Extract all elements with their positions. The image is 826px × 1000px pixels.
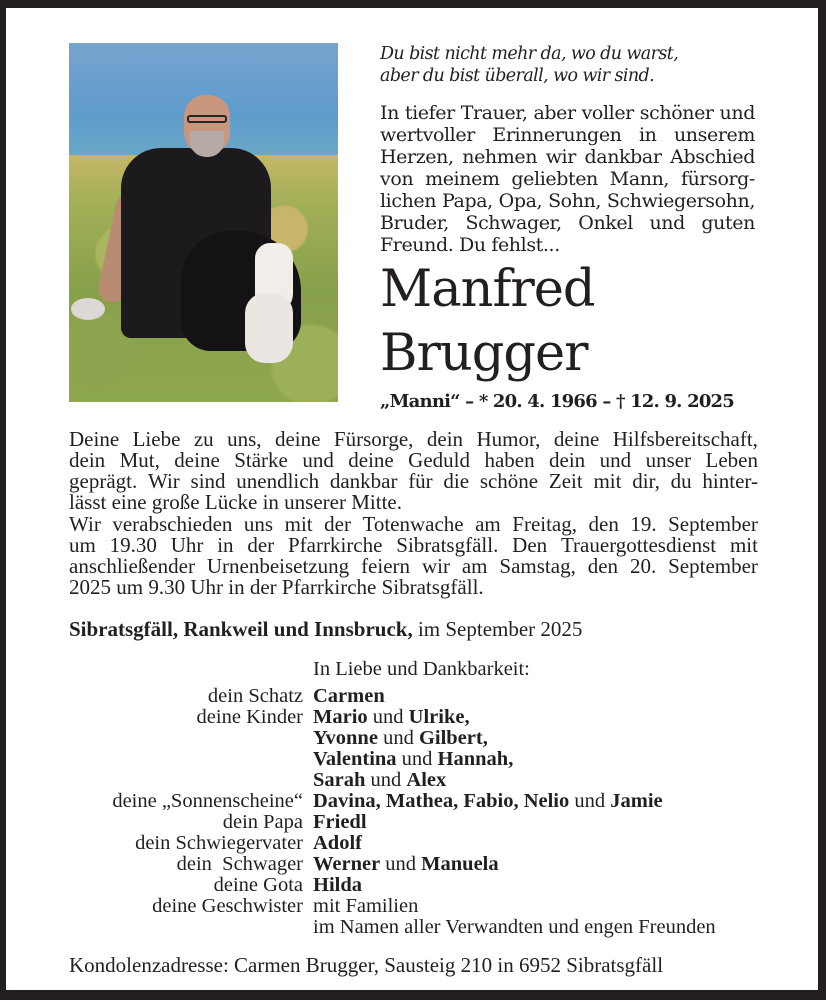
text-fragment: lichen [380,190,437,212]
verse-line-2: aber du bist überall, wo wir sind. [380,66,655,86]
intro-last-line: Freund. Du fehlst... [380,234,560,256]
text-fragment: Onkel [578,212,633,234]
text-fragment: und [396,748,438,770]
text-fragment: dir, [632,469,660,493]
text-fragment: im Namen aller Verwandten und engen Freunden [313,916,716,938]
text-fragment: Ulrike, [408,706,470,728]
text-fragment: deine [348,448,394,472]
text-fragment: September [668,554,758,578]
text-fragment: am [461,554,488,578]
intro-line [380,102,755,124]
text-fragment: den [588,512,619,536]
relation-label: deine Geschwister [152,895,303,917]
text-fragment: sind [190,469,226,493]
text-fragment: Trauergottesdienst [560,533,717,557]
text-fragment: dein [426,427,464,451]
text-fragment: und [599,448,632,472]
text-fragment: der [247,533,275,557]
text-fragment: und [649,212,685,234]
body-line: lässt eine große Lücke in unserer Mitte. [69,490,402,514]
photo-dog-tail [71,298,105,320]
text-fragment: Erinnerungen [492,124,622,146]
text-fragment: 20. [629,554,657,578]
text-fragment: unser [645,448,692,472]
date: im September 2025 [412,617,583,641]
text-fragment: von [380,168,414,190]
obituary-page [6,8,818,990]
text-fragment: Alex [406,769,447,791]
place-and-date [69,617,582,642]
text-fragment: Zeit [548,469,583,493]
text-fragment: Fürsorge, [333,427,414,451]
mourner-names [313,895,418,918]
text-fragment: deine [274,427,321,451]
text-fragment: mit [729,533,758,557]
intro-line [380,212,755,234]
text-fragment: den [587,554,619,578]
deceased-last-name: Brugger [380,324,588,383]
text-fragment: fürsorg- [680,168,755,190]
nickname-and-dates: „Manni“ – * 20. 4. 1966 – † 12. 9. 2025 [380,391,735,412]
text-fragment: Wir [147,469,180,493]
text-fragment: haben [484,448,535,472]
text-fragment: Sohn, [548,190,602,212]
text-fragment: mit [593,469,622,493]
text-fragment: geliebten [511,168,598,190]
text-fragment: dein [549,448,586,472]
text-fragment: Friedl [313,811,367,833]
text-fragment: aber [533,102,576,124]
text-fragment: deine [553,427,600,451]
text-fragment: Uhr [170,533,204,557]
relation-label: deine Kinder [196,706,303,728]
text-fragment: um [69,533,96,557]
mourner-names [313,916,716,939]
text-fragment: die [443,469,470,493]
mourner-names [313,706,470,729]
text-fragment: meinem [425,168,500,190]
text-fragment: feiern [361,554,411,578]
relation-label: dein Schwager [176,853,303,875]
text-fragment: wertvoller [380,124,475,146]
text-fragment: Hannah, [437,748,514,770]
text-fragment: unserem [673,124,755,146]
text-fragment: und [569,790,611,812]
text-fragment: Freitag, [512,512,577,536]
text-fragment: uns [243,512,274,536]
text-fragment: Carmen [313,685,385,707]
mourners-heading: In Liebe und Dankbarkeit: [313,658,530,680]
text-fragment: Den [512,533,548,557]
text-fragment: und [302,448,334,472]
body-line: 2025 um 9.30 Uhr in der Pfarrkirche Sibratsgfäll. [69,575,484,599]
verse-line-1: Du bist nicht mehr da, wo du warst, [380,44,679,64]
text-fragment: dankbar [584,146,662,168]
text-fragment: Hilda [313,874,362,896]
text-fragment: Adolf [313,832,362,854]
text-fragment: und [367,706,409,728]
text-fragment: und [380,853,422,875]
text-fragment: wir [421,554,450,578]
places: Sibratsgfäll, Rankweil und Innsbruck, [69,617,413,641]
deceased-first-name: Manfred [380,260,595,319]
text-fragment: Valentina [313,748,397,770]
text-fragment: Sarah [313,769,366,791]
text-fragment: Mut, [119,448,160,472]
text-fragment: in [217,533,234,557]
relation-label: dein Papa [222,811,303,833]
text-fragment: mit Familien [313,895,419,917]
text-fragment: In [380,102,399,124]
text-fragment: Leben [705,448,758,472]
text-fragment: uns, [227,427,262,451]
text-fragment: dein [69,448,106,472]
text-fragment: guten [701,212,755,234]
text-fragment: schöne [479,469,539,493]
text-fragment: Urnenbeisetzung [206,554,350,578]
text-fragment: verabschieden [112,512,233,536]
text-fragment: Papa, [442,190,493,212]
text-fragment: Wir [69,512,101,536]
text-fragment: Sibratsgfäll. [396,533,499,557]
mourner-names [313,811,367,834]
mourner-names [313,727,488,750]
text-fragment: Bruder, [380,212,449,234]
text-fragment: Humor, [476,427,541,451]
photo-dog-chest [245,293,293,363]
mourner-names [313,685,385,708]
mourner-names [313,853,499,876]
intro-line [380,146,755,168]
text-fragment: anschließender [69,554,195,578]
relation-label: deine Gota [213,874,303,896]
text-fragment: Yvonne [313,727,378,749]
text-fragment: Geduld [408,448,470,472]
condolence-address: Kondolenzadresse: Carmen Brugger, Sausteig 210 in 6952 Sibratsgfäll [69,953,664,977]
text-fragment: der [324,512,351,536]
text-fragment: tiefer [404,102,455,124]
text-fragment: Schwiegersohn, [606,190,755,212]
relation-label: deine „Sonnenscheine“ [112,790,303,812]
text-fragment: Opa, [498,190,543,212]
text-fragment: voller [581,102,634,124]
text-fragment: September [668,512,758,536]
mourner-names [313,769,446,792]
text-fragment: und [719,102,755,124]
text-fragment: Pfarrkirche [288,533,383,557]
mourner-names [313,832,362,855]
text-fragment: Mario [313,706,368,728]
text-fragment: Davina, Mathea, Fabio, Nelio [313,790,570,812]
text-fragment: Liebe [132,427,181,451]
text-fragment: Trauer, [460,102,528,124]
text-fragment: Manuela [421,853,499,875]
text-fragment: zu [193,427,214,451]
mourner-names [313,748,513,771]
intro-line [380,168,755,190]
text-fragment: Mann, [609,168,670,190]
text-fragment: du [670,469,692,493]
portrait-photo [69,43,338,402]
text-fragment: deine [174,448,220,472]
text-fragment: und [377,727,419,749]
photo-glasses [187,115,227,123]
text-fragment: Stärke [234,448,288,472]
text-fragment: nehmen [462,146,538,168]
mourner-names [313,874,362,897]
text-fragment: 19. [630,512,657,536]
text-fragment: in [638,124,657,146]
text-fragment: hinter- [702,469,758,493]
text-fragment: am [475,512,501,536]
text-fragment: Deine [69,427,120,451]
text-fragment: Jamie [610,790,663,812]
text-fragment: Totenwache [362,512,464,536]
text-fragment: für [408,469,433,493]
text-fragment: unendlich [236,469,320,493]
intro-line [380,190,755,212]
text-fragment: wir [545,146,576,168]
text-fragment: geprägt. [69,469,138,493]
text-fragment: schöner [639,102,714,124]
text-fragment: 19.30 [109,533,157,557]
relation-label: dein Schwiegervater [135,832,303,854]
relation-label: dein Schatz [207,685,303,707]
text-fragment: Hilfsbereitschaft, [612,427,758,451]
text-fragment: Abschied [670,146,755,168]
text-fragment: Samstag, [499,554,576,578]
intro-line [380,124,755,146]
text-fragment: Schwager, [465,212,562,234]
text-fragment: und [365,769,407,791]
text-fragment: Herzen, [380,146,454,168]
mourner-names [313,790,663,813]
text-fragment: Werner [313,853,381,875]
text-fragment: dankbar [329,469,398,493]
text-fragment: mit [284,512,313,536]
text-fragment: Gilbert, [418,727,488,749]
